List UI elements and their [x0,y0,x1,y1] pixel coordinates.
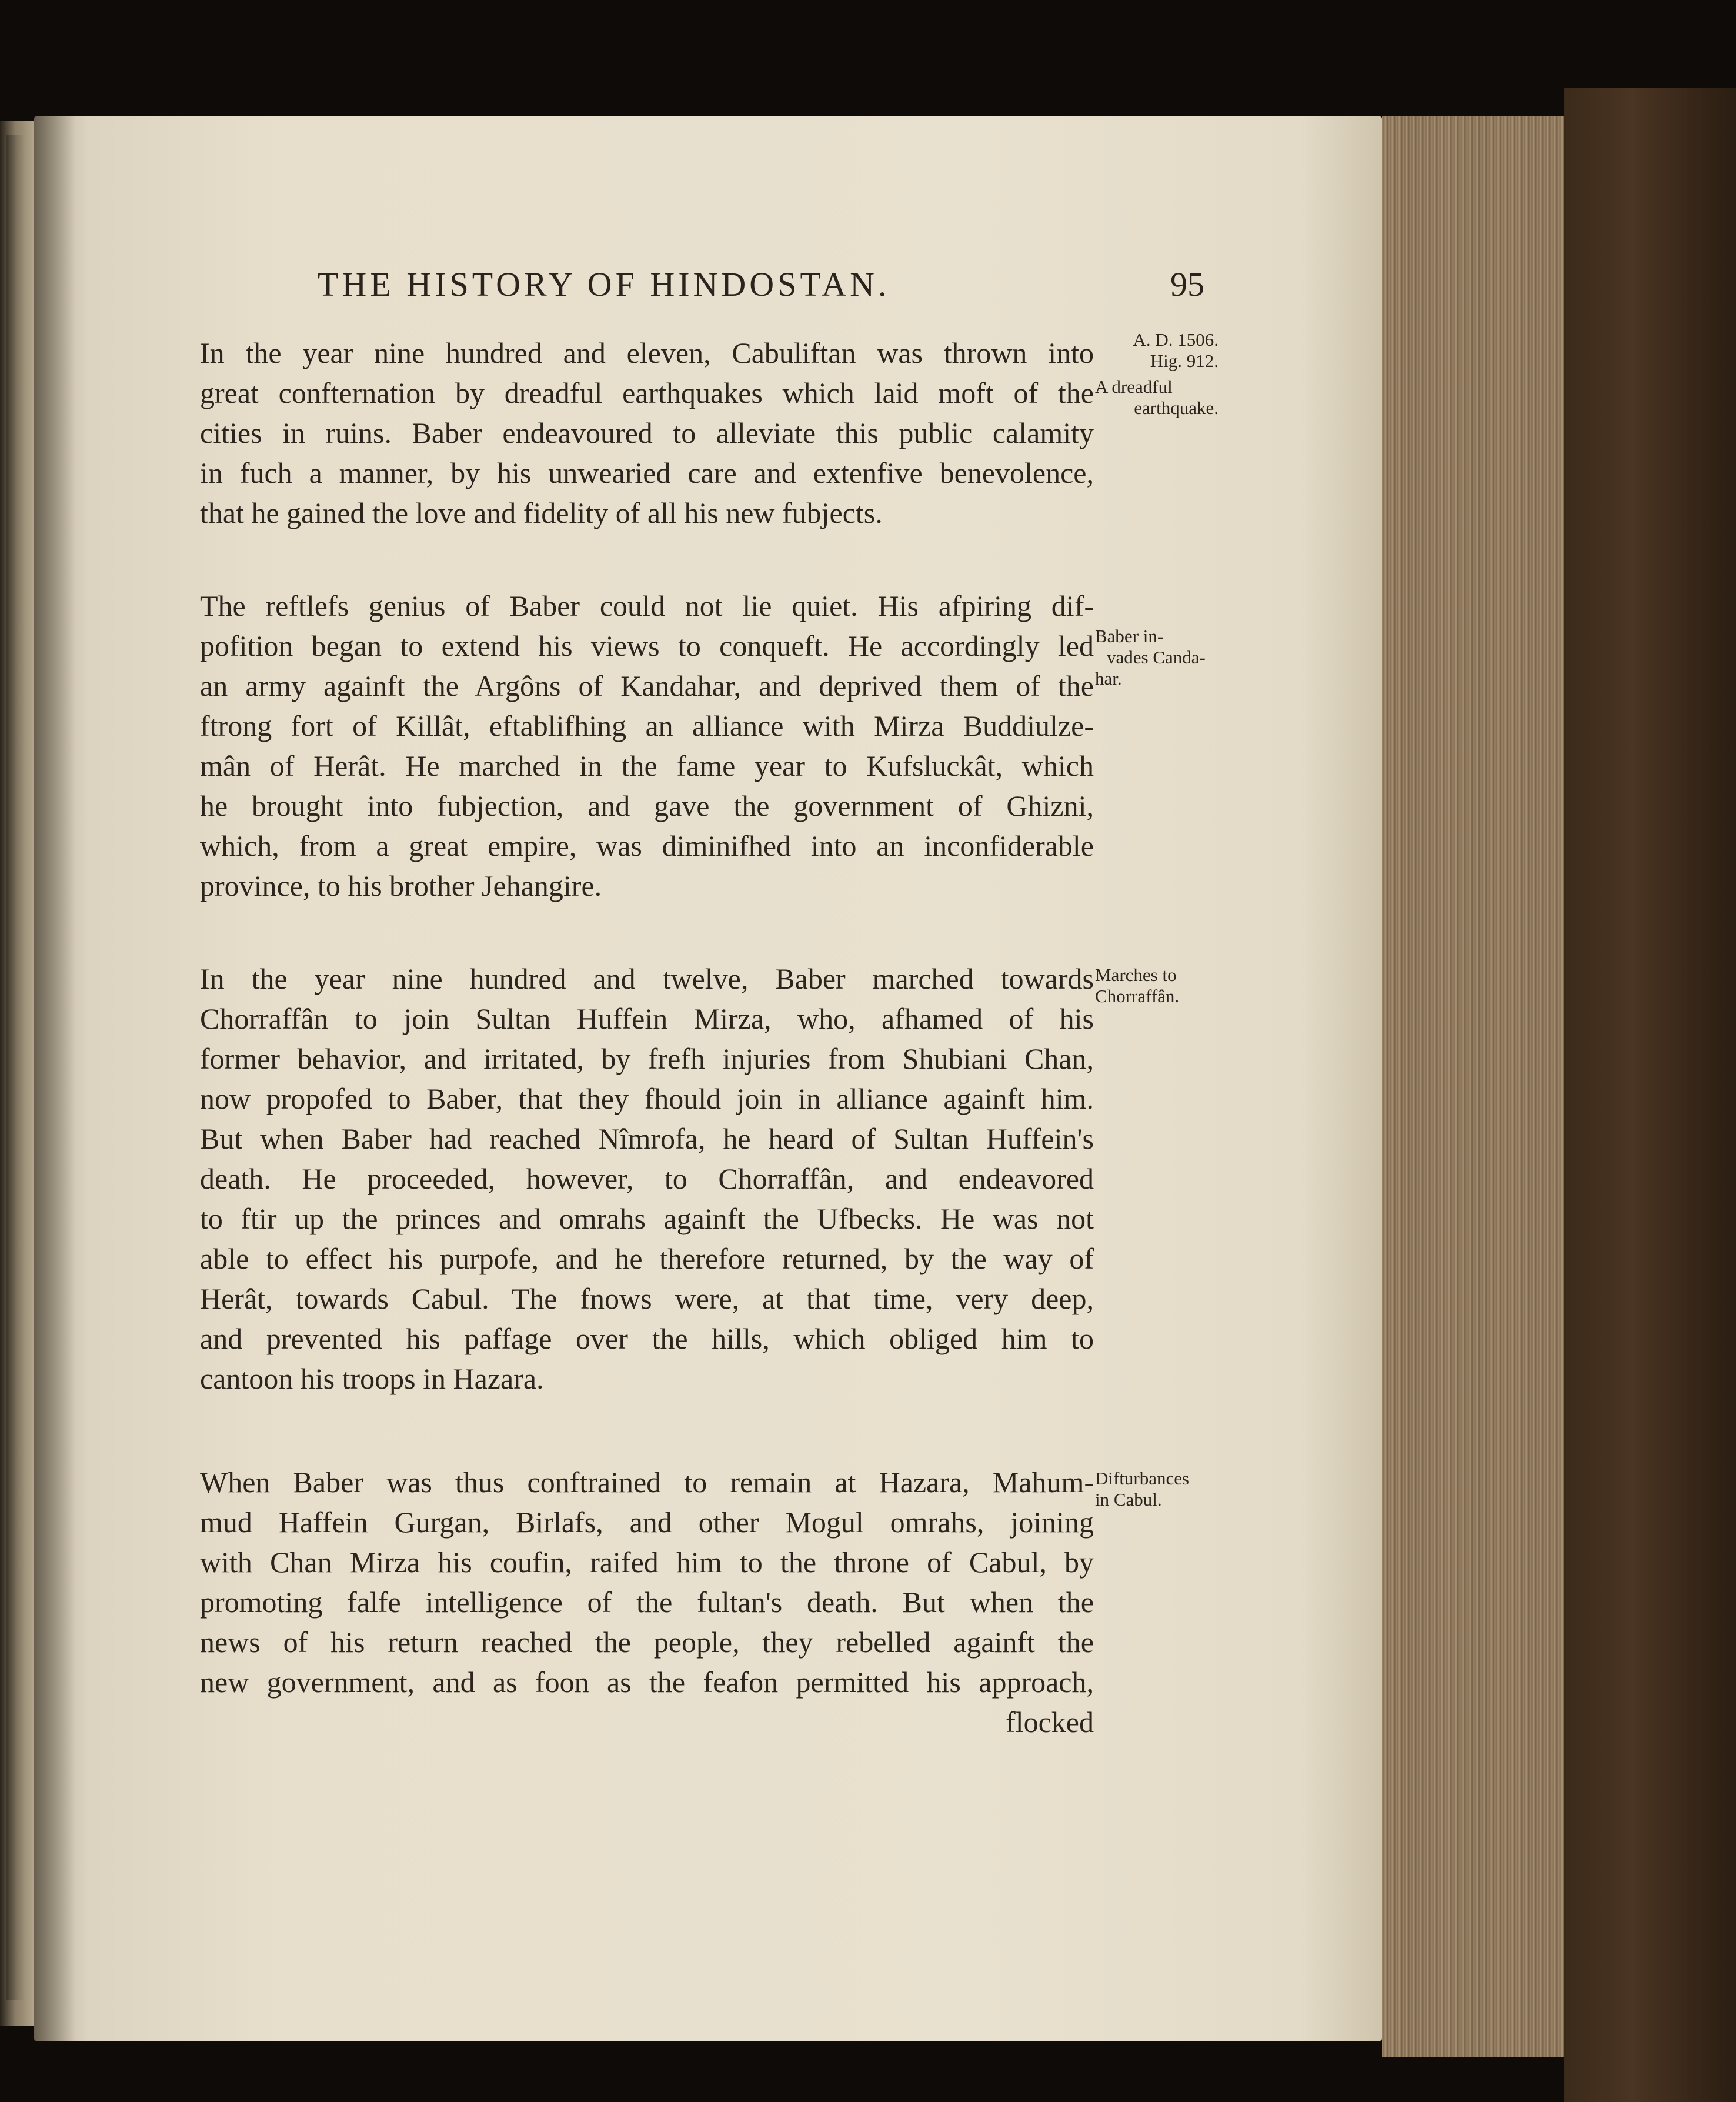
text-line: in fuch a manner, by his unwearied care and extenfive benevolence, [200,456,1094,489]
text-line: In the year nine hundred and eleven, Cabuliftan was thrown into [200,336,1094,369]
text-line: an army againft the Argôns of Kandahar, and deprived them of the [200,669,1094,702]
margin-note-line: Marches to [1095,965,1177,985]
margin-note-date-hig: Hig. 912. [1150,351,1218,371]
text-line: now propofed to Baber, that they fhould join in alliance againft him. [200,1082,1094,1115]
text-line: that he gained the love and fidelity of all his new fubjects. [200,496,883,529]
text-line: and prevented his paffage over the hills, which obliged him to [200,1322,1094,1355]
margin-note-date-ad: A. D. 1506. [1133,329,1218,350]
text-line: Chorraffân to join Sultan Huffein Mirza, who, afhamed of his [200,1002,1094,1035]
margin-note-line: Chorraffân. [1095,986,1180,1006]
margin-note-line: vades Canda- [1107,647,1206,668]
page-fore-edge [1382,116,1594,2057]
margin-note-line: in Cabul. [1095,1489,1162,1510]
text-line: Herât, towards Cabul. The fnows were, at that time, very deep, [200,1282,1094,1315]
text-line: In the year nine hundred and twelve, Baber marched towards [200,962,1094,995]
margin-note-earthquake [1095,376,1218,419]
catchword: flocked [1006,1706,1094,1739]
text-line: with Chan Mirza his coufin, raifed him to the throne of Cabul, by [200,1546,1094,1579]
text-line: former behavior, and irritated, by frefh injuries from Shubiani Chan, [200,1042,1094,1075]
margin-note-cabul [1095,1468,1218,1510]
text-line: news of his return reached the people, they rebelled againft the [200,1626,1094,1659]
text-line: mân of Herât. He marched in the fame year to Kufsluckât, which [200,749,1094,782]
margin-note-chorrassan [1095,965,1218,1007]
text-line: But when Baber had reached Nîmrofa, he heard of Sultan Huffein's [200,1122,1094,1155]
margin-note-kandahar [1095,626,1218,689]
book-cover [1564,88,1736,2102]
margin-note-date [1095,329,1218,372]
text-line: The reftlefs genius of Baber could not lie quiet. His afpiring dif- [200,589,1094,622]
text-line: pofition began to extend his views to conqueft. He accordingly led [200,629,1094,662]
text-line: cantoon his troops in Hazara. [200,1362,544,1395]
text-line: When Baber was thus conftrained to remain at Hazara, Mahum- [200,1466,1094,1499]
margin-note-line: Baber in- [1095,626,1164,646]
text-line: new government, and as foon as the feafon permitted his approach, [200,1666,1094,1699]
text-line: to ftir up the princes and omrahs againft the Ufbecks. He was not [200,1202,1094,1235]
page-number: 95 [1170,265,1204,303]
margin-note-line: Difturbances [1095,1468,1190,1489]
margin-note-line: har. [1095,668,1122,689]
text-line: promoting falfe intelligence of the fultan's death. But when the [200,1586,1094,1619]
facing-page-gutter [6,135,25,2000]
running-head: THE HISTORY OF HINDOSTAN. [318,265,890,303]
spine-shadow [34,116,75,2041]
text-line: cities in ruins. Baber endeavoured to alleviate this public calamity [200,416,1094,449]
margin-note-line: earthquake. [1134,398,1218,418]
text-line: province, to his brother Jehangire. [200,869,602,902]
text-line: great confternation by dreadful earthquakes which laid moft of the [200,376,1094,409]
text-line: mud Haffein Gurgan, Birlafs, and other Mogul omrahs, joining [200,1506,1094,1539]
text-line: ftrong fort of Killât, eftablifhing an alliance with Mirza Buddiulze- [200,709,1094,742]
text-line: able to effect his purpofe, and he therefore returned, by the way of [200,1242,1094,1275]
text-line: which, from a great empire, was diminifhed into an inconfiderable [200,829,1094,862]
text-line: he brought into fubjection, and gave the government of Ghizni, [200,789,1094,822]
margin-note-line: A dreadful [1095,376,1173,397]
text-line: death. He proceeded, however, to Chorraffân, and endeavored [200,1162,1094,1195]
